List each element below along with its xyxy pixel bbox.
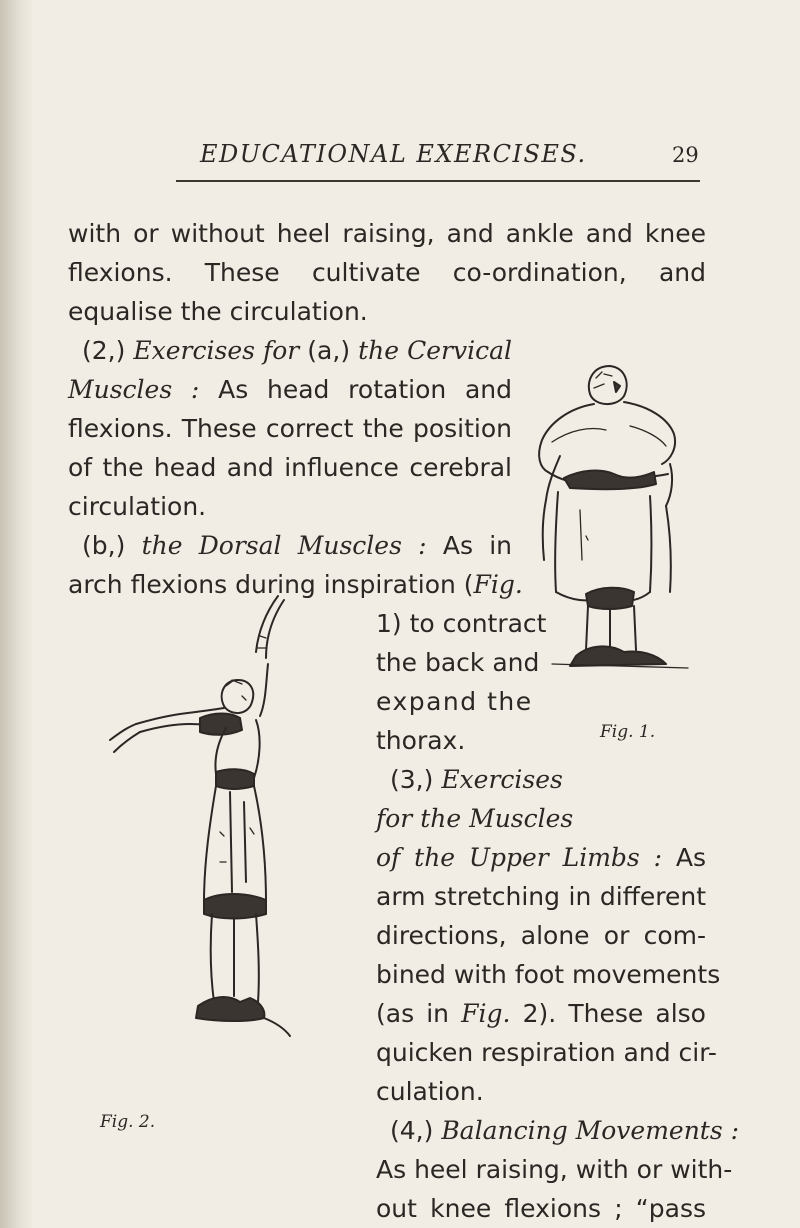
text-line-9 xyxy=(68,530,512,561)
page-edge-shadow xyxy=(0,0,34,1228)
heading-text: Exercises xyxy=(441,765,563,794)
text-line-23: culation. xyxy=(376,1077,484,1106)
text-line-20: bined with foot movements xyxy=(376,960,721,989)
heading-text: the Dorsal Muscles : xyxy=(141,531,427,560)
text-line-13: expand the xyxy=(376,687,533,716)
subsection-marker: (a,) xyxy=(307,336,351,365)
subsection-marker: (b,) xyxy=(82,531,126,560)
text-line-22: quicken respiration and cir- xyxy=(376,1038,717,1067)
heading-text: Muscles : xyxy=(68,375,200,404)
figure-1-caption: Fig. 1. xyxy=(600,722,656,742)
heading-text: Exercises for xyxy=(133,336,300,365)
text-line-18: arm stretching in different xyxy=(376,882,706,911)
figure-reference: Fig. xyxy=(473,570,523,599)
heading-text: Balancing Movements : xyxy=(441,1116,740,1145)
section-number: (4,) xyxy=(390,1116,434,1145)
text-line-25: As heel raising, with or with- xyxy=(376,1155,733,1184)
text-line-12: the back and xyxy=(376,648,540,677)
figure-1-illustration xyxy=(530,360,700,700)
section-number: (2,) xyxy=(82,336,126,365)
text-line-24 xyxy=(376,1115,740,1146)
text-line-2: flexions. These cultivate co-ordination, and xyxy=(68,258,706,287)
text-line-1: with or without heel raising, and ankle and knee xyxy=(68,219,706,248)
text-line-11: 1) to contract xyxy=(376,609,547,638)
running-head: EDUCATIONAL EXERCISES. xyxy=(200,140,587,168)
header-rule xyxy=(176,180,700,182)
text-line-26: out knee flexions ; “pass xyxy=(376,1194,706,1223)
inline-text: arch flexions during inspiration ( xyxy=(68,570,474,599)
text-line-14: thorax. xyxy=(376,726,466,755)
text-line-4 xyxy=(68,335,512,366)
text-line-3: equalise the circulation. xyxy=(68,297,368,326)
text-line-21 xyxy=(376,998,706,1029)
heading-text: the Cervical xyxy=(358,336,512,365)
figure-reference: Fig. xyxy=(461,999,511,1028)
inline-text: (as in xyxy=(376,999,450,1028)
text-line-17 xyxy=(376,842,706,873)
figure-2-illustration xyxy=(100,592,300,1092)
text-line-8: circulation. xyxy=(68,492,207,521)
figure-2-caption: Fig. 2. xyxy=(100,1112,156,1132)
heading-text: of the Upper Limbs : xyxy=(376,843,663,872)
text-line-15 xyxy=(376,764,563,795)
inline-text: 2). These also xyxy=(522,999,706,1028)
text-line-7: of the head and influence cerebral xyxy=(68,453,512,482)
text-line-6: flexions. These correct the position xyxy=(68,414,512,443)
text-line-16: for the Muscles xyxy=(376,804,574,833)
page-number: 29 xyxy=(672,143,699,167)
text-line-19: directions, alone or com- xyxy=(376,921,706,950)
inline-text: As in xyxy=(442,531,512,560)
inline-text: As head rotation and xyxy=(218,375,512,404)
section-number: (3,) xyxy=(390,765,434,794)
text-line-5 xyxy=(68,374,512,405)
inline-text: As xyxy=(675,843,706,872)
